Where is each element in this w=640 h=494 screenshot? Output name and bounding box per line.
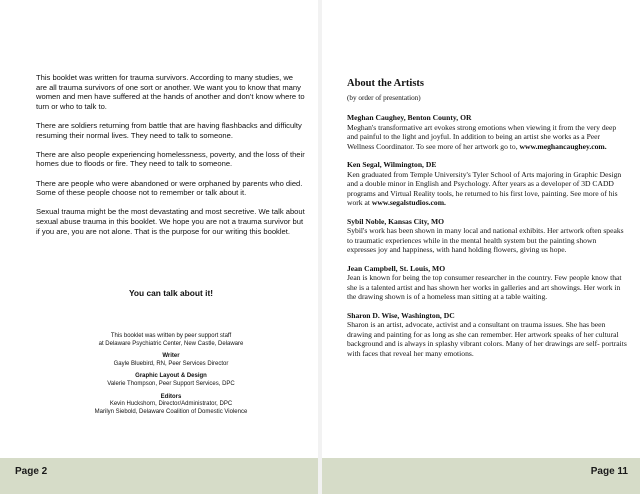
artist-list xyxy=(347,113,627,367)
call-to-action: You can talk about it! xyxy=(128,288,214,298)
artist-name: Ken Segal, Wilmington, DE xyxy=(347,160,437,169)
credits-intro xyxy=(36,333,306,348)
artist-bio: Meghan's transformative art evokes strong emotions when viewing it from the very deep and painful to the light and joyful. In addition to being an artist she works as a Peer Wellness Coordinator. To see more of her artwork go to, xyxy=(347,122,617,151)
intro-paragraph: There are soldiers returning from battle that are having flashbacks and difficulty resuming their normal lives. They need to talk to someone. xyxy=(36,120,302,140)
editor-name: Kevin Huckshorn, Director/Administrator, DPC xyxy=(109,401,233,408)
design-name: Valerie Thompson, Peer Support Services, DPC xyxy=(107,380,235,387)
artist-name: Jean Campbell, St. Louis, MO xyxy=(347,263,446,273)
page-footer xyxy=(322,458,640,494)
page-footer xyxy=(0,458,318,494)
intro-text xyxy=(36,73,306,246)
editor-name: Marilyn Siebold, Delaware Coalition of Domestic Violence xyxy=(94,408,248,415)
credits-intro-line: at Delaware Psychiatric Center, New Castle, Delaware xyxy=(98,340,244,347)
writer-name: Gayle Bluebird, RN, Peer Services Director xyxy=(113,360,229,367)
intro-paragraph: There are also people experiencing homelessness, poverty, and the loss of their homes due to floods or fire. They need to talk to someone. xyxy=(36,149,305,169)
artist-website-link[interactable]: www.meghancaughey.com. xyxy=(519,141,607,151)
editors-role: Editors xyxy=(160,393,182,400)
artist-bio: Jean is known for being the top consumer researcher in the country. Few people know that she is a talented artist and has shown her works in galleries and art showings. Her work in the drawing shown is of a homeless man sitting at a table waiting. xyxy=(347,273,622,301)
artist-bio: Sybil's work has been shown in many local and national exhibits. Her artwork often speaks to traumatic experiences while in the mental health system but the painting shown expresses joy and happiness, with hand holding flowers, giving us hope. xyxy=(347,226,624,254)
credits-intro-line: This booklet was written by peer support staff xyxy=(110,333,232,339)
artist-name: Sharon D. Wise, Washington, DC xyxy=(347,310,455,320)
artist-name: Sybil Noble, Kansas City, MO xyxy=(347,216,445,226)
design-credit xyxy=(36,373,306,388)
writer-role: Writer xyxy=(162,353,180,360)
artist-entry xyxy=(347,113,627,151)
artist-website-link[interactable]: www.segalstudios.com. xyxy=(371,198,446,207)
right-page xyxy=(322,0,640,494)
artist-entry xyxy=(347,311,627,359)
artist-entry xyxy=(347,217,627,255)
artist-entry xyxy=(347,160,627,208)
page-number: Page 11 xyxy=(590,466,628,477)
section-subtitle: (by order of presentation) xyxy=(347,94,421,102)
artist-bio: Sharon is an artist, advocate, activist and a consultant on trauma issues. She has been drawing and painting for as long as she can remember. Her artwork speaks of her cultural background and is always in splashy vibrant colors. Many of her drawings are self- portraits with faces that reveal her many emotions. xyxy=(347,320,627,358)
editors-credit xyxy=(36,394,306,417)
credits xyxy=(36,333,306,421)
intro-paragraph: There are people who were abandoned or were orphaned by parents who died. Some of these people choose not to remember or talk about it. xyxy=(36,178,303,198)
artist-bio: Ken graduated from Temple University's Tyler School of Arts majoring in Graphic Design and a double minor in English and Psychology. After years as a developer of 3D CADD programs and Virtual Reality tools, he returned to his first love, painting. See more of his work at xyxy=(347,169,622,207)
intro-paragraph: Sexual trauma might be the most devastating and most secretive. We talk about sexual abuse trauma in this booklet. We hope you are not a trauma survivor but if you are, you are not alone. That is the purpose for our writing this booklet. xyxy=(36,207,305,236)
artist-entry xyxy=(347,264,627,302)
left-page xyxy=(0,0,318,494)
section-title: About the Artists xyxy=(347,78,425,89)
artist-name: Meghan Caughey, Benton County, OR xyxy=(347,113,472,122)
intro-paragraph: This booklet was written for trauma survivors. According to many studies, we are all trauma survivors of one sort or another. We want you to know that many women and men have suffered at the hands of another and don't know where to turn or who to talk to. xyxy=(36,73,305,111)
page-number: Page 2 xyxy=(15,466,48,477)
design-role: Graphic Layout & Design xyxy=(135,373,207,380)
writer-credit xyxy=(36,353,306,368)
